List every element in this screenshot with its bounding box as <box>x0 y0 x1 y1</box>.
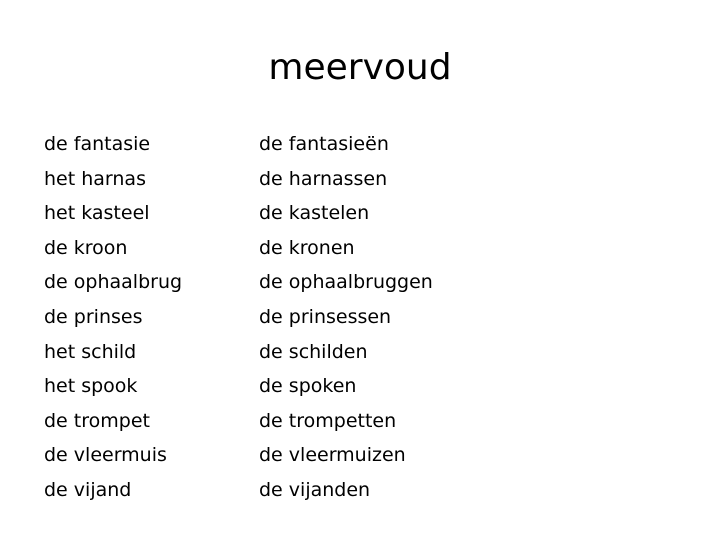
plural-word: de kastelen <box>259 202 370 225</box>
plural-word-list <box>259 127 433 508</box>
slide-title-text: meervoud <box>268 47 452 88</box>
plural-word: de harnassen <box>259 167 388 190</box>
plural-word: de spoken <box>259 375 357 398</box>
singular-word: de vleermuis <box>44 444 167 467</box>
singular-word: de fantasie <box>44 133 151 155</box>
plural-word: de ophaalbruggen <box>259 271 433 294</box>
singular-word: de prinses <box>44 305 143 328</box>
slide-title <box>0 42 720 94</box>
plural-word: de vleermuizen <box>259 444 406 467</box>
singular-word: de vijand <box>44 478 132 501</box>
singular-word: het spook <box>44 375 138 398</box>
singular-word: het schild <box>44 340 137 363</box>
plural-word: de schilden <box>259 340 368 363</box>
singular-word: de kroon <box>44 236 128 259</box>
singular-word: het harnas <box>44 167 146 190</box>
singular-word: het kasteel <box>44 202 150 225</box>
singular-word: de ophaalbrug <box>44 271 183 294</box>
singular-word-list <box>44 127 182 508</box>
singular-word: de trompet <box>44 409 150 432</box>
plural-word: de kronen <box>259 236 355 259</box>
plural-word: de prinsessen <box>259 305 392 328</box>
plural-word: de fantasieën <box>259 133 389 155</box>
plural-word: de vijanden <box>259 478 371 501</box>
plural-word: de trompetten <box>259 409 397 432</box>
